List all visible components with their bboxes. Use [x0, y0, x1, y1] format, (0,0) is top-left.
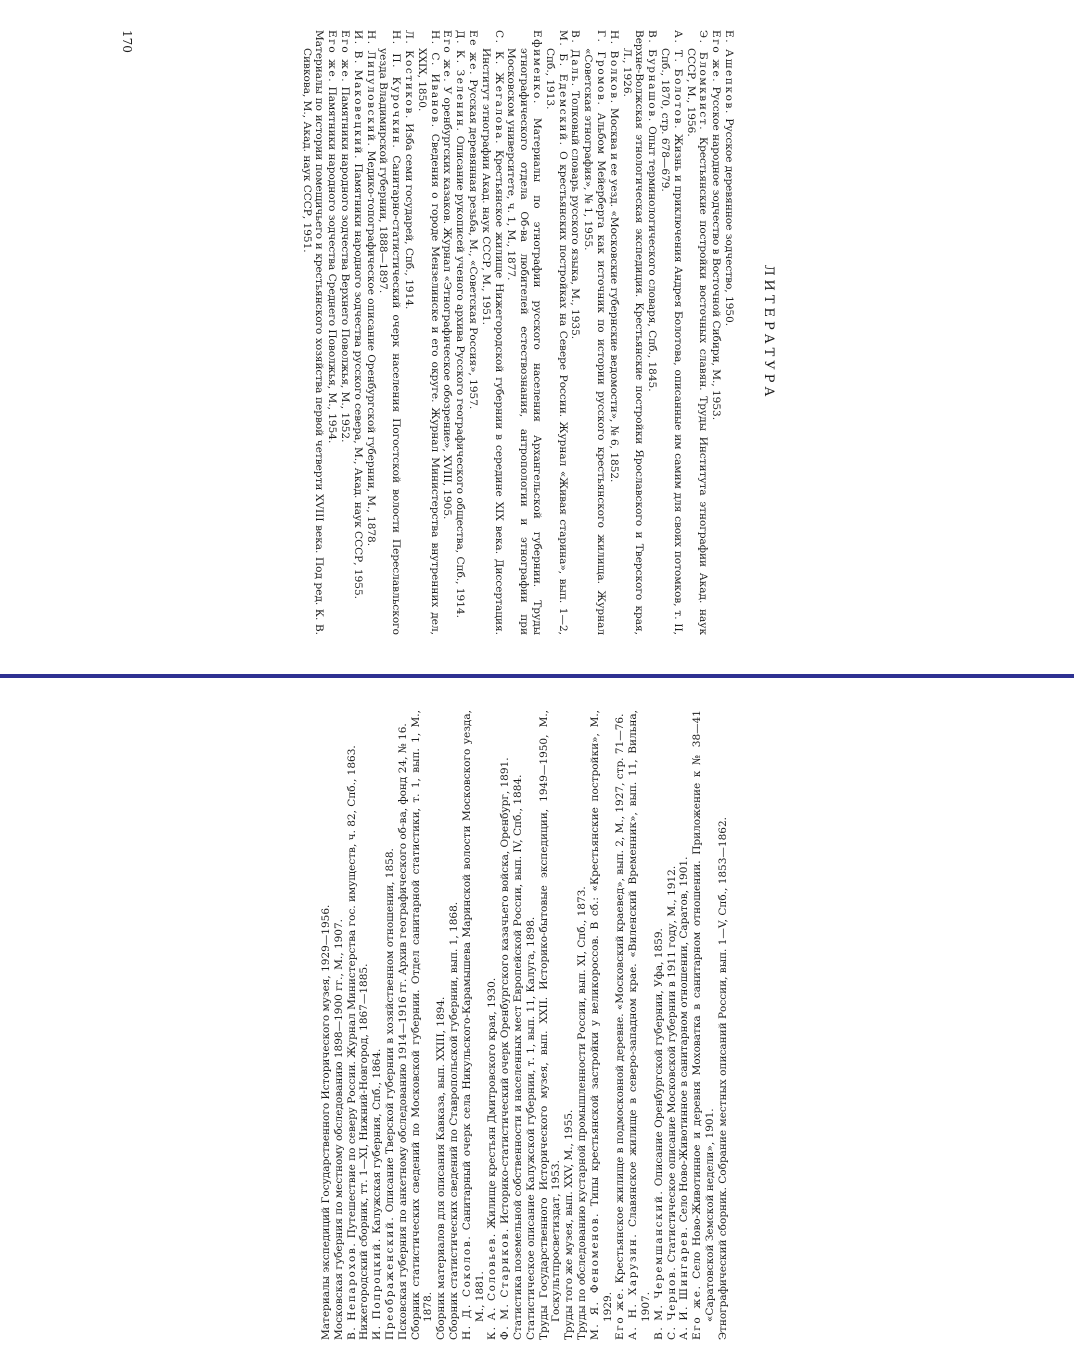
page-divider: [0, 674, 1074, 678]
entry-author: Е. Ашепков.: [723, 30, 735, 115]
bibliography-entry: [371, 710, 384, 1340]
entry-author: Его же.: [339, 30, 352, 84]
entry-text: Русское народное зодчество в Восточной Сибири, М., 1953.: [710, 86, 723, 421]
bibliography-entry: [569, 30, 582, 635]
entry-text: Статистика поземельной собственности и населенных мест Европейской России, вып. IV, Спб., 1884.: [511, 774, 524, 1340]
bibliography-entry: [486, 710, 499, 1340]
entry-text: Славянское жилище в северо-западном крае. «Виленский Временник», вып. 11, Вильна, 1907.: [627, 710, 652, 1322]
entry-text: Описание Тверской губернии в хозяйственном отношении, 1858.: [383, 848, 396, 1213]
entry-text: Жизнь и приключения Андрея Болотова, описанные им самим для своих потомков, т. II, Спб., 1870, стр. 678—679.: [659, 48, 684, 635]
bibliography-entry: [607, 30, 620, 635]
entry-text: Московская губерния по местному обследованию 1898—1900 гг., М., 1907.: [332, 919, 345, 1340]
entry-author: М. Я. Феноменов.: [588, 1211, 601, 1340]
page-bottom-content: [320, 710, 990, 1340]
entry-author: Э. Бломквист.: [697, 30, 710, 132]
bibliography-entry: [461, 710, 487, 1340]
entry-author: Его же.: [691, 1284, 704, 1340]
bibliography-entry: [499, 710, 512, 1340]
bibliography-entry: [384, 710, 397, 1340]
entry-text: Сборник статистических сведений по Московской губернии. Отдел санитарной статистики, т. 1, вып. 1, М., 1878.: [409, 710, 435, 1340]
bibliography-entry: [543, 30, 569, 635]
entry-text: Историко-статистический очерк Оренбургского казачьего войска, Оренбург, 1891.: [499, 757, 512, 1224]
entry-text: Псковская губерния по анкетному обследованию 1914—1916 гг. Архив географического об-ва, фонд 24, № 16.: [396, 723, 409, 1340]
entry-text: Изба семи государей, Спб., 1914.: [403, 123, 416, 310]
entry-author: Н. П. Курочкин.: [390, 30, 403, 150]
bibliography-entry: [358, 710, 371, 1340]
bibliography-entry: [538, 710, 564, 1340]
bibliography-entry: [300, 30, 326, 635]
bibliography-entry: [346, 710, 359, 1340]
bibliography-entry: [614, 710, 627, 1340]
entry-text: Этнографический сборник. Собрание местных описаний России, вып. 1—V, Спб., 1853—1862.: [716, 817, 729, 1340]
entry-author: С. Чернов.: [665, 1265, 678, 1340]
bibliography-entry: [505, 30, 543, 635]
entry-author: Его же.: [710, 30, 723, 84]
bibliography-entry: [653, 710, 666, 1340]
entry-text: Описание Оренбургской губернии, Уфа, 1859.: [652, 928, 665, 1187]
entry-text: Санитарно-статистический очерк населения Погостской волости Переславльского уезда Владимирской губернии, 1888—1897.: [377, 48, 403, 635]
bibliography-entry: [453, 30, 466, 635]
bibliography-entry: [722, 30, 735, 635]
entry-text: Крестьянское жилище Нижегородской губернии в середине XIX века. Диссертация. Институт этнографии Акад. наук СССР, М., 1951.: [479, 48, 505, 635]
entry-author: Его же.: [326, 30, 339, 84]
entry-text: Крестьянские постройки восточных славян. Труды Института этнографии Акад. наук СССР, М., 1956.: [684, 48, 710, 636]
entry-author: И. В. Маковецкий.: [351, 30, 364, 161]
bibliography-entry: [377, 30, 403, 635]
entry-text: Москва и ее уезд. «Московские губернские ведомости», № 6, 1852.: [607, 108, 620, 483]
entry-author: Д. К. Зеленин.: [454, 30, 467, 133]
bibliography-entry: [415, 30, 441, 635]
entry-text: Сборник материалов для описания Кавказа, вып. XXIII, 1894.: [435, 996, 448, 1340]
entry-text: Памятники народного зодчества Верхнего Поволжья, М., 1952.: [339, 86, 352, 443]
entry-author: А. Т. Болотов.: [671, 30, 684, 131]
bibliography-entry: [448, 710, 461, 1340]
entry-text: Санитарный очерк села Никульского-Карамышева Маринской волости Московского уезда, М., 1881.: [460, 710, 486, 1322]
entry-text: Крестьянское жилище в подмосковной деревне. «Московский краевед», вып. 2, М., 1927, стр. 71—76.: [614, 713, 627, 1284]
bibliography-entry: [351, 30, 364, 635]
bibliography-entry: [338, 30, 351, 635]
entry-author: В. Даль.: [569, 30, 582, 88]
entry-author: С. К. Жегалова.: [492, 30, 505, 146]
bibliography-entry: [658, 30, 684, 635]
entry-text: Материалы по истории помещичьего и крестьянского хозяйства первой четверти XVIII века. Под ред. К. В. Сивкова, М., Акад. наук СССР, 1951.: [300, 30, 326, 635]
entry-text: Статистическое описание Калужской губернии, т. 1, вып. 11, Калуга, 1898.: [524, 916, 537, 1340]
entry-text: О крестьянских постройках на Севере России. Журнал «Живая старина», вып. 1—2, Спб., 1913.: [543, 48, 569, 635]
entry-text: У оренбургских казаков. Журнал «Этнографическое обозрение», XVIII, 1905.: [441, 86, 454, 520]
entry-text: Сборник статистических сведений по Ставропольской губернии, вып. 1, 1868.: [447, 901, 460, 1340]
entry-text: Памятники народного зодчества русского севера, М., Акад. наук СССР, 1955.: [351, 163, 364, 599]
entry-text: Село Ново-Животинное в санитарном отношении, Саратов, 1901.: [678, 856, 691, 1223]
entry-text: Материалы экспедиций Государственного Исторического музея, 1929—1956.: [320, 904, 332, 1340]
bibliography-entry: [435, 710, 448, 1340]
bibliography-entry: [691, 710, 717, 1340]
entry-text: Село Ново-Животинное и деревня Моховатка в санитарном отношении. Приложение к № 38—41 «Саратовской Земской недели», 1901.: [691, 710, 716, 1322]
page-top: [120, 0, 780, 670]
entry-text: Нижегородский сборник, тт. 1—XI, Нижний-Новгород, 1867—1885.: [358, 963, 371, 1340]
bibliography-entry: [678, 710, 691, 1340]
bibliography-entry: [589, 710, 615, 1340]
entry-author: Г. Громов.: [595, 30, 608, 107]
entry-text: Труды по обследованию кустарной промышленности России, вып. XI, Спб., 1873.: [575, 886, 588, 1340]
entry-text: Толковый словарь русского языка, М., 1935.: [569, 91, 582, 340]
bibliography-entry: [717, 710, 730, 1340]
entry-text: Типы крестьянской застройки у великороссов. В сб.: «Крестьянские постройки», М., 1929.: [588, 710, 614, 1322]
bibliography-entry: [645, 30, 658, 635]
entry-author: Преображенский.: [383, 1215, 396, 1340]
bibliography-entry: [410, 710, 436, 1340]
bibliography-entry: [627, 710, 653, 1340]
entry-text: Памятники народного зодчества Среднего Поволжья, М., 1954.: [326, 86, 339, 444]
bibliography-entry: [326, 30, 339, 635]
entry-text: Сведения о городе Мензелинске и его округе. Журнал Министерства внутренних дел, XXIX, 1850.: [415, 48, 441, 635]
bibliography-entry: [479, 30, 505, 635]
page-bottom: [300, 680, 990, 1355]
page-top-content: [120, 30, 780, 635]
bibliography-entry: [364, 30, 377, 635]
bibliography-entry: [576, 710, 589, 1340]
entry-text: Материалы по этнографии русского населения Архангельской губернии. Труды этнографического отдела Об-ва любителей естествознания, антропологии и этнографии при Московском университете, ч. 1, М., 1877.: [505, 48, 544, 635]
bibliography-entry: [709, 30, 722, 635]
entry-text: Труды Государственного Исторического музея, вып. XXII. Историко-бытовые экспедиции, 1949—1950, М., Госкультпросветиздат, 1953.: [537, 710, 563, 1340]
entry-author: Ф. М. Стариков.: [499, 1227, 512, 1340]
bibliography-entry: [581, 30, 607, 635]
entry-text: Калужская губерния, Спб., 1864.: [371, 1048, 384, 1234]
entry-text: Русское деревянное зодчество, 1950.: [723, 118, 735, 327]
bibliography-list-bottom: [320, 710, 730, 1340]
page-number: 170: [120, 30, 134, 53]
bibliography-entry: [333, 710, 346, 1340]
entry-author: Н. Д. Соколов.: [460, 1234, 473, 1340]
bibliography-entry: [666, 710, 679, 1340]
entry-author: В. Бурнашов.: [646, 30, 659, 123]
bibliography-entry: [512, 710, 525, 1340]
entry-author: Н. С. Иванов.: [428, 30, 441, 129]
entry-author: И. Попроцкий.: [371, 1237, 384, 1340]
entry-text: Русская деревянная резьба, М., «Советская Россия», 1957.: [467, 79, 480, 410]
entry-author: Н. Липуловский.: [364, 30, 377, 148]
entry-author: Н. Волков.: [607, 30, 620, 105]
entry-text: Верхне-Волжская этнологическая экспедиция. Крестьянские постройки Ярославского и Тверского края, Л., 1926.: [620, 30, 646, 635]
bibliography-entry: [525, 710, 538, 1340]
bibliography-entry: [563, 710, 576, 1340]
entry-author: Его же.: [441, 30, 454, 84]
entry-author: Его же.: [614, 1286, 627, 1340]
bibliography-entry: [397, 710, 410, 1340]
bibliography-entry: [320, 710, 333, 1340]
entry-text: Описание рукописей ученого архива Русского географического общества, Спб., 1914.: [454, 135, 467, 618]
entry-text: Статистическое описание Московской губернии в 1911 году, М., 1912.: [665, 865, 678, 1263]
entry-text: Опыт терминологического словаря, Спб., 1845.: [646, 126, 659, 392]
bibliography-entry: [620, 30, 646, 635]
entry-author: Ефименко.: [531, 30, 544, 105]
bibliography-entry: [402, 30, 415, 635]
page-title: ЛИТЕРАТУРА: [761, 264, 776, 401]
entry-author: А. Н. Харузин.: [627, 1232, 640, 1340]
entry-author: М. Б. Едемский.: [556, 30, 569, 147]
entry-text: Жилище крестьян Дмитровского края, 1930.: [486, 977, 499, 1229]
bibliography-entry: [466, 30, 479, 635]
entry-author: К. А. Соловьев.: [486, 1232, 499, 1340]
entry-author: В. М. Черемшанский.: [652, 1189, 665, 1340]
entry-text: Медико-топографическое описание Оренбургской губернии, М., 1878.: [364, 150, 377, 547]
entry-author: Ее же.: [467, 30, 480, 77]
bibliography-entry: [441, 30, 454, 635]
entry-author: А. И. Шингарев.: [678, 1225, 691, 1340]
entry-author: Л. Костиков.: [403, 30, 416, 120]
bibliography-list-top: [300, 30, 735, 635]
entry-text: Труды того же музея, вып. XXV, М., 1955.: [563, 1109, 576, 1340]
entry-text: Путешествие по северу России. Журнал Министерства гос. имуществ, ч. 82, Спб., 1863.: [345, 745, 358, 1239]
entry-author: В. Непарохов.: [345, 1241, 358, 1340]
bibliography-entry: [684, 30, 710, 635]
entry-text: Альбом Мейерберга как источник по истории русского крестьянского жилища. Журнал «Советская этнография», № 1, 1955.: [582, 48, 608, 635]
